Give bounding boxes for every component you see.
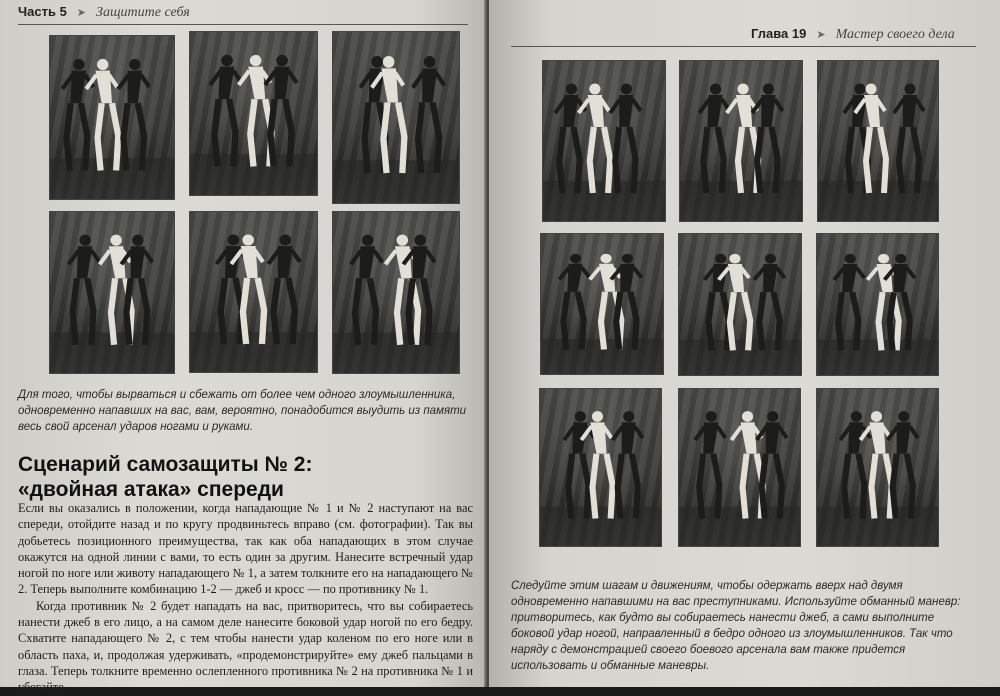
photo-frame xyxy=(332,31,460,204)
left-photo-caption: Для того, чтобы вырваться и сбежать от более чем одного злоумышленника, одновременно напавших на вас, вам, вероятно, понадобится выудить из памяти весь свой арсенал ударов ногами и руками. xyxy=(18,389,467,433)
photo-frame xyxy=(678,388,801,547)
section-heading xyxy=(18,452,458,502)
photo-frame xyxy=(542,60,666,222)
header-arrow-icon: ➤ xyxy=(76,7,87,19)
photo-frame xyxy=(540,233,664,375)
paragraph-1: Если вы оказались в положении, когда нападающие № 1 и № 2 наступают на вас спереди, отойдите назад и по кругу продвиньтесь вправо (см. фотографии). Так вы добьетесь позиционного преимущества, так как оба нападающих в этом случае окажутся на одной линии с вами, то есть один за другим. Нанесите встречный удар ногой по ноге или животу нападающего № 1, а затем толкните его на нападающего № 2. Теперь выполните комбинацию 1-2 — джеб и кросс — по противнику № 1. xyxy=(18,501,473,597)
header-rule xyxy=(511,46,976,47)
part-title: Защитите себя xyxy=(96,5,190,20)
header-arrow-icon: ➤ xyxy=(816,29,826,41)
chapter-title: Мастер своего дела xyxy=(835,27,955,42)
photo-frame xyxy=(49,211,175,374)
body-text xyxy=(18,500,473,696)
photo-frame xyxy=(49,35,175,200)
photo-frame xyxy=(189,31,318,196)
left-page xyxy=(0,0,487,695)
photo-frame xyxy=(817,60,939,222)
photo-frame xyxy=(679,60,803,222)
header-rule xyxy=(18,24,468,25)
running-header-right xyxy=(751,26,955,43)
section-heading-line1: Сценарий самозащиты № 2: xyxy=(18,453,313,476)
photo-frame xyxy=(816,388,939,547)
part-number: Часть 5 xyxy=(18,4,67,19)
photo-frame xyxy=(189,211,318,373)
section-heading-line2: «двойная атака» спереди xyxy=(18,478,284,501)
photo-frame xyxy=(332,211,460,374)
paragraph-2: Когда противник № 2 будет нападать на вас, притворитесь, что вы собираетесь нанести джеб в его лицо, а на самом деле нанесите боковой удар ногой по его бедру. Схватите нападающего № 2, с тем чтобы нанести удар коленом по его ноге или в область паха, и, продолжая удерживать, «продемонстрируйте» ему джеб пальцами в глаза. Теперь толкните временно ослепленного противника № 2 на противника № 1 и убегайте. xyxy=(18,598,473,695)
right-page xyxy=(489,0,1000,687)
photo-frame xyxy=(816,233,939,376)
photo-frame xyxy=(539,388,662,547)
right-photo-caption: Следуйте этим шагам и движениям, чтобы одержать вверх над двумя одновременно напавшими на вас преступниками. Используйте обманный маневр: притворитесь, как будто вы собираетесь нанести джеб, а сами выполните боковой удар ногой, направленный в бедро одного из злоумышленников. Так что наряду с демонстрацией своего боевого арсенала вам также придется использовать и обманные маневры. xyxy=(511,580,961,672)
running-header-left xyxy=(18,4,190,21)
chapter-number: Глава 19 xyxy=(751,26,807,41)
photo-frame xyxy=(678,233,802,376)
